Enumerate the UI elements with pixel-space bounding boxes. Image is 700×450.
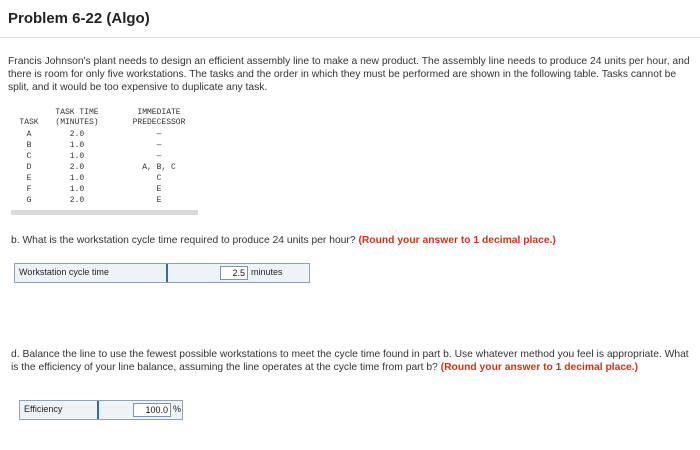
question-d xyxy=(11,348,691,374)
task-cell-task: B xyxy=(26,141,32,150)
task-cell-pred: — xyxy=(156,152,162,161)
task-cell-pred: — xyxy=(156,130,162,139)
task-cell-task: D xyxy=(26,163,32,172)
task-cell-time: 2.0 xyxy=(69,163,85,172)
task-cell-pred: A, B, C xyxy=(142,163,176,172)
answer-divider xyxy=(166,264,168,282)
task-cell-time: 2.0 xyxy=(69,196,85,205)
task-cell-task: G xyxy=(26,196,32,205)
task-cell-task: C xyxy=(26,152,32,161)
task-cell-time: 2.0 xyxy=(69,130,85,139)
header-minutes: (MINUTES) xyxy=(55,118,99,127)
task-cell-time: 1.0 xyxy=(69,174,85,183)
problem-intro: Francis Johnson's plant needs to design an efficient assembly line to make a new product. The assembly line needs to produce 24 units per hour, and there is room for only five workstations. The tasks and the order in which they must be performed are shown in the following table. Tasks cannot be split, and it would be too expensive to duplicate any task. xyxy=(8,56,690,93)
task-cell-pred: C xyxy=(156,174,162,183)
cycle-time-label: Workstation cycle time xyxy=(19,267,109,277)
task-cell-pred: E xyxy=(156,196,162,205)
efficiency-input[interactable]: 100.0 xyxy=(133,403,171,417)
task-table xyxy=(11,106,196,210)
header-predecessor: PREDECESSOR xyxy=(132,118,186,127)
question-b-text: b. What is the workstation cycle time required to produce 24 units per hour? xyxy=(11,235,356,246)
task-cell-time: 1.0 xyxy=(69,141,85,150)
task-cell-time: 1.0 xyxy=(69,185,85,194)
cycle-time-input[interactable]: 2.5 xyxy=(220,266,248,280)
task-cell-task: F xyxy=(26,185,32,194)
cycle-time-unit: minutes xyxy=(251,267,283,277)
efficiency-label: Efficiency xyxy=(24,404,63,414)
task-cell-time: 1.0 xyxy=(69,152,85,161)
header-task: TASK xyxy=(19,118,39,127)
header-immediate: IMMEDIATE xyxy=(137,108,181,117)
question-d-text: d. Balance the line to use the fewest possible workstations to meet the cycle time found in part b. Use whatever method you feel is appropriate. What is the efficiency of your line balance, assuming the line operates at the cycle time from part b? xyxy=(11,349,689,373)
header-task-time: TASK TIME xyxy=(55,108,99,117)
efficiency-unit: % xyxy=(173,404,182,414)
question-b xyxy=(11,234,671,247)
page-title: Problem 6-22 (Algo) xyxy=(8,10,150,27)
task-cell-task: E xyxy=(26,174,32,183)
answer-divider xyxy=(97,401,99,419)
question-b-hint: (Round your answer to 1 decimal place.) xyxy=(358,235,556,246)
efficiency-answer-row xyxy=(19,400,183,420)
task-cell-pred: — xyxy=(156,141,162,150)
cycle-time-answer-row xyxy=(14,263,310,283)
question-d-hint: (Round your answer to 1 decimal place.) xyxy=(440,362,639,373)
table-divider xyxy=(11,210,198,215)
task-cell-pred: E xyxy=(156,185,162,194)
task-cell-task: A xyxy=(26,130,32,139)
title-bar xyxy=(0,0,700,38)
